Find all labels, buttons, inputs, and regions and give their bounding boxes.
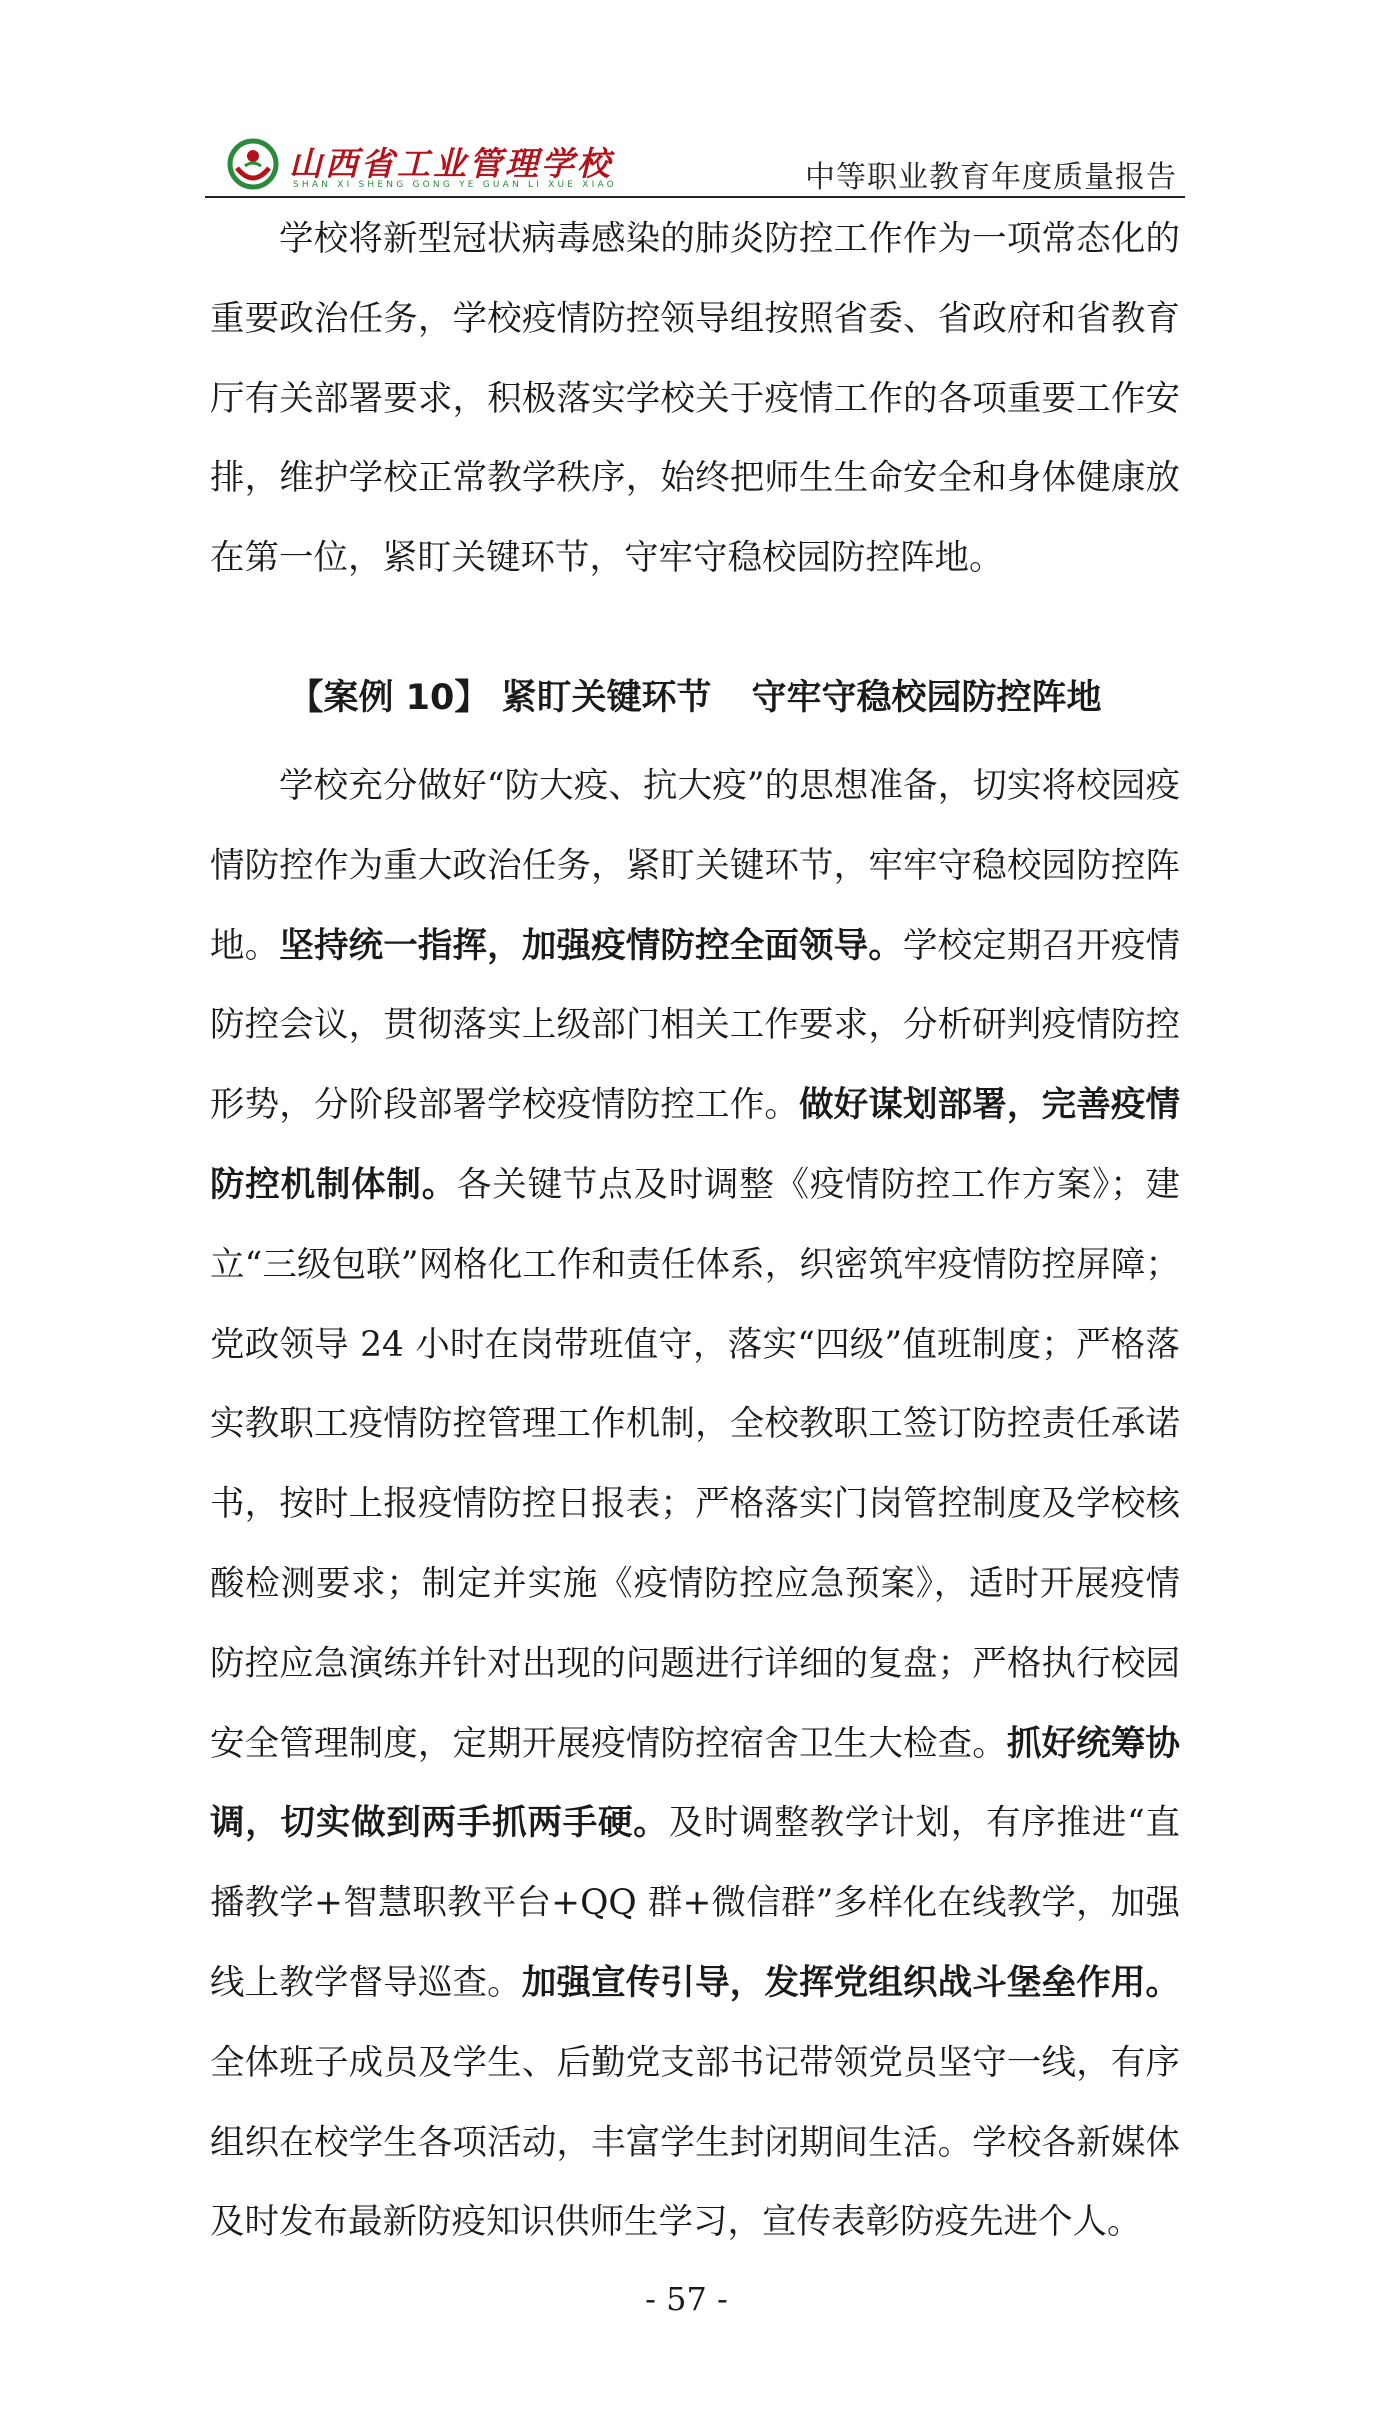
case-text: 学校定期召开疫情防控会议，贯彻落实上级部门相关工作要求，分析研判疫情防控形势，分阶段部署学校疫情防控工作。	[210, 925, 1181, 1126]
case-emphasis: 加强宣传引导，发挥党组织战斗堡垒作用。	[521, 1962, 1181, 2003]
intro-paragraph: 学校将新型冠状病毒感染的肺炎防控工作作为一项常态化的重要政治任务，学校疫情防控领导组按照省委、省政府和省教育厅有关部署要求，积极落实学校关于疫情工作的各项重要工作安排，维护学校正常教学秩序，始终把师生生命安全和身体健康放在第一位，紧盯关键环节，守牢守稳校园防控阵地。	[210, 219, 1180, 579]
case-text: 各关键节点及时调整《疫情防控工作方案》；建立“三级包联”网格化工作和责任体系，织密筑牢疫情防控屏障；党政领导 24 小时在岗带班值守，落实“四级”值班制度；严格落实教职工疫情防控管理工作机制，全校教职工签订防控责任承诺书，按时上报疫情防控日报表；严格落实门岗管控制度及学校核酸检测要求；制定并实施《疫情防控应急预案》，适时开展疫情防控应急演练并针对出现的问题进行详细的复盘；严格执行校园安全管理制度，定期开展疫情防控宿舍卫生大检查。	[210, 1164, 1181, 1764]
school-pinyin: SHAN XI SHENG GONG YE GUAN LI XUE XIAO	[293, 180, 617, 190]
case-text: 全体班子成员及学生、后勤党支部书记带领党员坚守一线，有序组织在校学生各项活动，丰富学生封闭期间生活。学校各新媒体及时发布最新防疫知识供师生学习，宣传表彰防疫先进个人。	[210, 2042, 1180, 2243]
case-emphasis: 坚持统一指挥，加强疫情防控全面领导。	[279, 925, 903, 966]
case-emphasis: 做好谋划部署，完善疫情防控机制体制。	[210, 1085, 1181, 1205]
header-divider	[205, 196, 1185, 198]
case-text: 学校充分做好“防大疫、抗大疫”的思想准备，切实将校园疫情防控作为重大政治任务，紧盯关键环节，牢牢守稳校园防控阵地。	[210, 766, 1180, 966]
case-text: 及时调整教学计划，有序推进“直播教学+智慧职教平台+QQ 群+微信群”多样化在线教学，加强线上教学督导巡查。	[210, 1803, 1180, 2003]
case-title-part2: 守牢守稳校园防控阵地	[751, 678, 1102, 718]
school-emblem-icon	[227, 138, 279, 190]
case-emphasis: 抓好统筹协调，切实做到两手抓两手硬。	[210, 1723, 1180, 1844]
page-number: - 57 -	[645, 2280, 728, 2318]
case-label: 【案例 10】	[288, 678, 490, 718]
school-logo	[227, 132, 647, 196]
school-name: 山西省工业管理学校	[289, 144, 613, 183]
case-paragraph	[210, 747, 1180, 2263]
report-title: 中等职业教育年度质量报告	[805, 160, 1177, 195]
case-title	[210, 670, 1180, 720]
case-title-part1: 紧盯关键环节	[501, 678, 712, 718]
page-header	[205, 120, 1185, 196]
